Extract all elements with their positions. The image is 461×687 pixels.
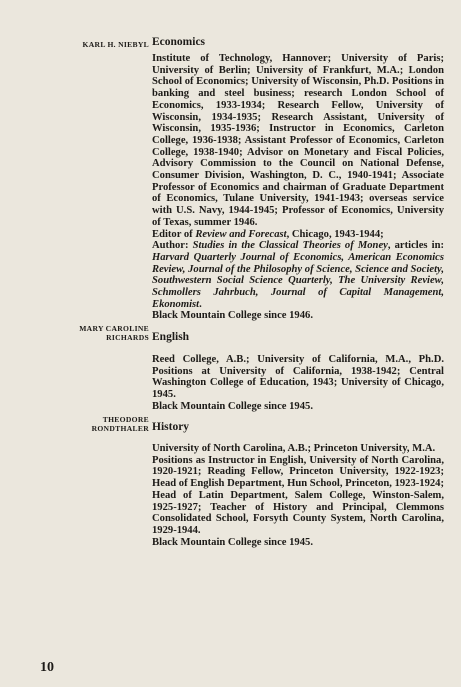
faculty-name-line: RICHARDS bbox=[106, 333, 149, 342]
faculty-name bbox=[60, 40, 149, 49]
closing-line: Black Mountain College since 1945. bbox=[152, 536, 313, 548]
faculty-subject: History bbox=[152, 421, 190, 433]
faculty-subject: English bbox=[152, 331, 190, 343]
faculty-name-line: MARY CAROLINE bbox=[79, 324, 149, 333]
faculty-biography bbox=[152, 53, 444, 322]
biography-paragraph: University of North Carolina, A.B.; Princeton University, M.A. bbox=[152, 443, 436, 454]
faculty-name-line: KARL H. NIEBYL bbox=[82, 40, 149, 49]
editor-line: Editor of Review and Forecast, Chicago, 1943-1944; bbox=[152, 228, 384, 240]
biography-paragraph: Positions as Instructor in English, University of North Carolina, 1920-1921; Reading Fellow, Princeton University, 1922-1923; Head of English Department, Hun School, Princeton, 1923-1924; Head of Latin Department, Salem College, Winston-Salem, 1925-1927; Teacher of History and Principal, Clemmons Consolidated School, Forsyth County System, North Carolina, 1929-1944. bbox=[152, 454, 444, 536]
biography-paragraph: Reed College, A.B.; University of California, M.A., Ph.D. Positions at University of California, 1938-1942; Central Washington College of Education, 1943; University of Chicago, 1945. bbox=[152, 354, 444, 401]
closing-line: Black Mountain College since 1945. bbox=[152, 400, 313, 412]
faculty-biography bbox=[152, 443, 444, 548]
faculty-name bbox=[60, 415, 149, 433]
biography-paragraph: Institute of Technology, Hannover; University of Paris; University of Berlin; University of Frankfurt, M.A.; London School of Economics; University of Wisconsin, Ph.D. Positions in banking and steel business; research London School of Economics, 1933-1934; Research Fellow, University of Wisconsin, 1934-1935; Research Assistant, University of Wisconsin, 1935-1936; Instructor in Economics, Carleton College, 1936-1938; Assistant Professor of Economics, Carleton College, 1938-1940; Advisor on Monetary and Fiscal Policies, Advisory Commission to the Council on National Defense, Consumer Division, Washington, D. C., 1940-1941; Associate Professor of Economics and chairman of Graduate Department of Economics, Tulane University, 1941-1943; overseas service with U.S. Navy, 1944-1945; Professor of Economics, University of Texas, summer 1946. bbox=[152, 53, 444, 228]
faculty-name-line: RONDTHALER bbox=[91, 424, 149, 433]
author-line: Author: Studies in the Classical Theories of Money, articles in: Harvard Quarterly Journal of Economics, American Economics Review, Journal of the Philosophy of Science, Science and Society, Southwestern Social Science Quarterly, The University Review, Schmollers Jahrbuch, Journal of Capital Management, Ekonomist. bbox=[152, 240, 444, 310]
page-number: 10 bbox=[40, 660, 54, 675]
faculty-name-line: THEODORE bbox=[102, 415, 149, 424]
closing-line: Black Mountain College since 1946. bbox=[152, 310, 313, 322]
faculty-name bbox=[60, 324, 149, 342]
faculty-subject: Economics bbox=[152, 36, 206, 48]
faculty-biography bbox=[152, 354, 444, 413]
